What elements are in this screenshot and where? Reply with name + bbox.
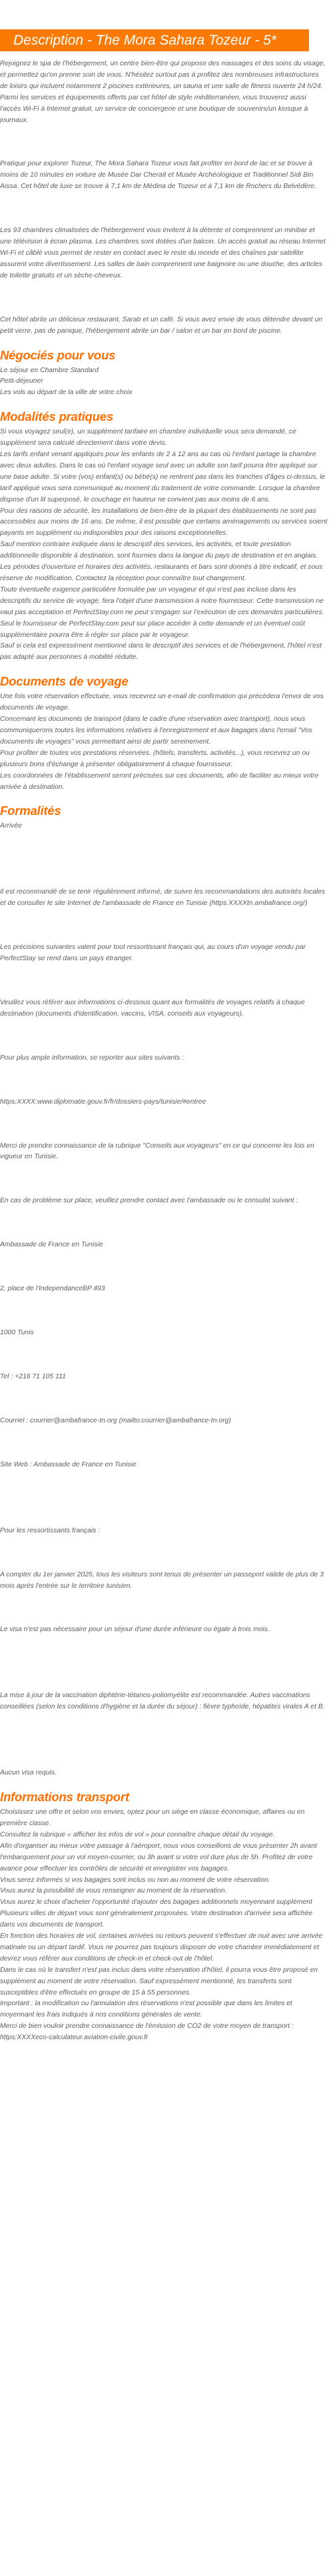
blank-line xyxy=(0,1174,328,1185)
section-heading-informations-transport: Informations transport xyxy=(0,1790,129,1804)
blank-line xyxy=(0,203,328,215)
section-paragraph: Important : la modification ou l'annulation des réservations n'est possible que dans les limites et moyennant les frais indiqués à nos conditions générales de vente. xyxy=(0,2000,292,2019)
section-heading-negocies-pour-vous: Négociés pour vous xyxy=(0,347,116,362)
blank-line xyxy=(0,1119,328,1130)
blank-line xyxy=(0,1602,328,1614)
section-paragraph: Site Web : Ambassade de France en Tunisie xyxy=(0,1460,137,1468)
section-paragraph: Merci de prendre connaissance de la rubrique "Conseils aux voyageurs" en ce qui concerne les lois en vigueur en Tunisie. xyxy=(0,1142,314,1161)
blank-line xyxy=(0,1438,328,1449)
section-paragraph: Les vols au départ de la ville de votre choix xyxy=(0,389,133,397)
section-heading-modalites-pratiques: Modalités pratiques xyxy=(0,409,113,424)
blank-line xyxy=(0,1482,328,1493)
blank-line xyxy=(0,1646,328,1658)
section-paragraph: Dans le cas où le transfert n'est pas inclus dans votre réservation d'hôtel, il pourra vous être proposé en supplément au moment de votre réservation. Sauf expressément mentionné, les transferts sont susceptibles d'être effectués en groupe de 15 à 55 personnes. xyxy=(0,1966,318,1997)
section-paragraph: Veuillez vous référer aux informations ci-dessous quant aux formalités de voyages relatifs à chaque destination (documents d'identification, vaccins, VISA, conseils aux voyageurs). xyxy=(0,998,305,1018)
section-heading-formalites: Formalités xyxy=(0,804,61,818)
blank-line xyxy=(0,843,328,854)
section-paragraph: Vous aurez le choix d'acheter l'opportunité d'ajouter des bagages additionnels moyennant supplément xyxy=(0,1898,312,1906)
section-paragraph: Le séjour en Chambre Standard xyxy=(0,366,99,374)
section-heading-documents-de-voyage: Documents de voyage xyxy=(0,674,129,689)
page-title: Description - The Mora Sahara Tozeur - 5* xyxy=(13,33,276,48)
section-paragraph: Merci de bien vouloir prendre connaissance de l'émission de CO2 de votre moyen de transport : https:XXXXeco-calculateur.aviation-civile.gouv.fr xyxy=(0,2023,294,2042)
section-paragraph: Les périodes d'ouverture et horaires des activités, restaurants et bars sont donnés à titre indicatif, et sous réserve de modification. Contactez la réception pour connaître tout changement. xyxy=(0,563,323,582)
section-paragraph: Tel : +216 71 105 111 xyxy=(0,1373,66,1380)
blank-line xyxy=(0,1548,328,1559)
section-paragraph: Les précisions suivantes valent pour tout ressortissant français qui, au cours d'un voyage vendu par PerfectStay se rend dans un pays étranger. xyxy=(0,944,306,963)
section-paragraph: Une fois votre réservation effectuée, vous recevrez un e-mail de confirmation qui précèdera l'envoi de vos documents de voyage. xyxy=(0,693,324,712)
section-paragraph: Sauf si cela est expressément mentionné dans le descriptif des services et de l'hébergement, l'hôtel n'est pas adapté aux personnes à mobilité réduite. xyxy=(0,642,322,662)
section-paragraph: Les tarifs enfant venant appliqués pour les enfants de 2 à 12 ans au cas où l'enfant partage la chambre avec deux adultes. Dans le cas où l'enfant voyage seul avec un adulte son tarif pourra être appliqué sur une base adulte. Si votre (vos) enfant(s) ou bébé(s) ne rentrent pas dans les tranches d'âges ci-dessus, le tarif appliqué vous sera communiqué au moment du traitement de votre commande. Lorsque la chambre dispose d'un lit superposé, le couchage en hauteur ne convient pas aux moins de 6 ans. xyxy=(0,451,326,503)
blank-line xyxy=(0,1031,328,1042)
title-banner xyxy=(0,29,309,51)
section-paragraph: Plusieurs villes de départ vous sont généralement proposées. Votre destination d'arrivée sera affichée dans vos documents de transport. xyxy=(0,1910,312,1929)
section-paragraph: https:XXXX:www.diplomatie.gouv.fr/fr/dossiers-pays/tunisie/#entree xyxy=(0,1098,206,1106)
section-paragraph: Pour plus ample information, se reporter aux sites suivants : xyxy=(0,1054,184,1062)
description-paragraph: Les 93 chambres climatisées de l'hébergement vous invitent à la détente et comprennent un minibar et une télévision à écran plasma. Les chambres sont dotées d'un balcon. Un accès gratuit au réseau Internet Wi-Fi et câblé vous permet de rester en contact avec le reste du monde et des chaînes par satellite assurent votre divertissement. Les salles de bain comprennent une baignoire ou une douche, des articles de toilette gratuits et un sèche-cheveux. xyxy=(0,227,326,279)
blank-line xyxy=(0,920,328,932)
section-paragraph: Vous serez informés si vos bagages sont inclus ou non au moment de votre réservation. xyxy=(0,1876,270,1884)
section-paragraph: Courriel : courrier@ambafrance-tn.org (mailto:courrier@ambafrance-tn.org) xyxy=(0,1416,231,1424)
blank-line xyxy=(0,1394,328,1405)
section-paragraph: 2, place de l'IndependanceBP 493 xyxy=(0,1285,105,1293)
section-paragraph: Pour profiter de toutes vos prestations réservées, (hôtels, transferts, activités...), vous recevrez un ou plusieurs bons d'échange à présenter obligatoirement à chaque fournisseur. xyxy=(0,749,310,768)
section-paragraph: Si vous voyagez seul(e), un supplément tarifaire en chambre individuelle vous sera demandé, ce supplément sera calculé directement dans votre devis. xyxy=(0,428,296,447)
blank-line xyxy=(0,1262,328,1273)
section-paragraph: Ambassade de France en Tunisie xyxy=(0,1241,103,1249)
section-paragraph: Aucun visa requis. xyxy=(0,1769,57,1777)
section-paragraph: Pour des raisons de sécurité, les installations de bien-être de la plupart des établissements ne sont pas accessibles aux moins de 16 ans. De même, il est possible que certains aménagements ou services soient payants en supplément ou indisponibles pour des raisons exceptionnelles. xyxy=(0,507,328,537)
blank-line xyxy=(0,1075,328,1086)
description-paragraph: Rejoignez le spa de l'hébergement, un centre bien-être qui propose des massages et des soins du visage, et permettez qu'on prenne soin de vous. N'hésitez surtout pas à profitez des nombreuses infrastructures de loisirs qui incluent notamment 2 piscines extérieures, un sauna et une salle de fitness ouverte 24 h/24. Parmi les services et équipements offerts par cet hôtel de style méditerranéen, vous trouverez aussi l'accès Wi-Fi à Internet gratuit, un service de conciergerie et une boutique de souvenirs/un kiosque à journaux. xyxy=(0,60,326,124)
section-paragraph: Choisissez une offre et selon vos envies, optez pour un siège en classe économique, affaires ou en première classe. xyxy=(0,1808,305,1827)
section-paragraph: La mise à jour de la vaccination diphtérie-tétanos-poliomyélite est recommandée. Autres vaccinations conseillées (selon les conditions d'hygiène et la durée du séjour) : fièvre typhoïde, hépatites virales A et B. xyxy=(0,1692,325,1711)
blank-line xyxy=(0,1218,328,1229)
blank-line xyxy=(0,865,328,876)
description-paragraph: Cet hôtel abrite un délicieux restaurant, Sarab et un café. Si vous avez envie de vous détendre devant un petit verre, pas de panique, l'hébergement abrite un bar / salon et un bar en bord de piscine. xyxy=(0,315,323,335)
blank-line xyxy=(0,293,328,304)
section-paragraph: A compter du 1er janvier 2025, tous les visiteurs sont tenus de présenter un passeport valide de plus de 3 mois après l'entrée sur le territoire tunisien. xyxy=(0,1570,324,1590)
section-paragraph: 1000 Tunis xyxy=(0,1329,34,1337)
blank-line xyxy=(0,1306,328,1317)
blank-line xyxy=(0,137,328,148)
section-paragraph: Petit-déjeuner xyxy=(0,377,43,385)
section-paragraph: En fonction des horaires de vol, certaines arrivées ou retours peuvent s'effectuer de nuit avec une arrivée matinale ou un départ tardif. Vous ne pourrez pas toujours disposer de votre chambre immédiatement et devrez vous référer aux conditions de check-in et check-out de l'hôtel. xyxy=(0,1933,323,1963)
section-paragraph: Les coordonnées de l'établissement seront précisées sur ces documents, afin de faciliter au mieux votre arrivée à destination. xyxy=(0,772,319,791)
section-paragraph: Toute éventuelle exigence particulière formulée par un voyageur et qui n'est pas incluse dans les descriptifs du service de voyage, fera l'objet d'une transmission à notre fournisseur. Cette transmission ne vaut pas acceptation et PerfectStay.com ne peut s'engager sur l'exécution de ces demandes particulières. Seul le fournisseur de PerfectStay.com peut sur place accéder à cette demande et un éventuel coût supplémentaire pourra être à régler sur place par le voyageur. xyxy=(0,585,324,639)
blank-line xyxy=(0,976,328,987)
section-paragraph: Afin d'organiser au mieux votre passage à l'aéroport, nous vous conseillons de vous présenter 2h avant l'embarquement pour un vol moyen-courrier, ou 3h avant si votre vol dure plus de 5h. Profitez de votre avance pour effectuer les contrôles de sécurité et enregistrer vos bagages. xyxy=(0,1842,317,1872)
blank-line xyxy=(0,1724,328,1735)
section-paragraph: Arrivée xyxy=(0,822,22,830)
section-paragraph: Sauf mention contraire indiquée dans le descriptif des services, les activités, et toute prestation additionnelle disponible à destination, sont fournies dans la langue du pays de destination et en anglais. xyxy=(0,541,318,560)
section-paragraph: Concernant les documents de transport (dans le cadre d'une réservation avec transport), nous vous communiquerons toutes les informations relatives à l'enregistrement et aux bagages dans l'email "Vos documents de voyages" vous permettant ainsi de partir sereinement. xyxy=(0,716,312,746)
section-paragraph: Vous aurez la possibilité de vous renseigner au moment de la réservation. xyxy=(0,1887,227,1895)
content xyxy=(0,59,328,2044)
section-paragraph: Il est recommandé de se tenir régulièrement informé, de suivre les recommandations des autorités locales et de consulter le site Internet de l'ambassade de France en Tunisie (https:XXXXtn.ambafrance.org/) xyxy=(0,888,326,908)
blank-line xyxy=(0,1746,328,1757)
blank-line xyxy=(0,1350,328,1361)
blank-line xyxy=(0,1504,328,1515)
section-paragraph: Pour les ressortissants français : xyxy=(0,1526,101,1534)
section-paragraph: Consultez la rubrique « afficher les infos de vol » pour connaître chaque détail du voyage. xyxy=(0,1830,275,1838)
section-paragraph: Le visa n'est pas nécessaire pour un séjour d'une durée inférieure ou égale à trois mois. xyxy=(0,1626,270,1634)
description-paragraph: Pratique pour explorer Tozeur, The Mora Sahara Tozeur vous fait profiter en bord de lac et se trouve à moins de 10 minutes en voiture de Musée Dar Cheraït et Musée Archéologique et Traditionnel Sidi Bin Aissa. Cet hôtel de luxe se trouve à 7,1 km de Médina de Tozeur et à 7,1 km de Rochers du Belvédère. xyxy=(0,160,316,191)
blank-line xyxy=(0,1668,328,1680)
section-paragraph: En cas de problème sur place, veuillez prendre contact avec l'ambassade ou le consulat suivant : xyxy=(0,1197,298,1205)
